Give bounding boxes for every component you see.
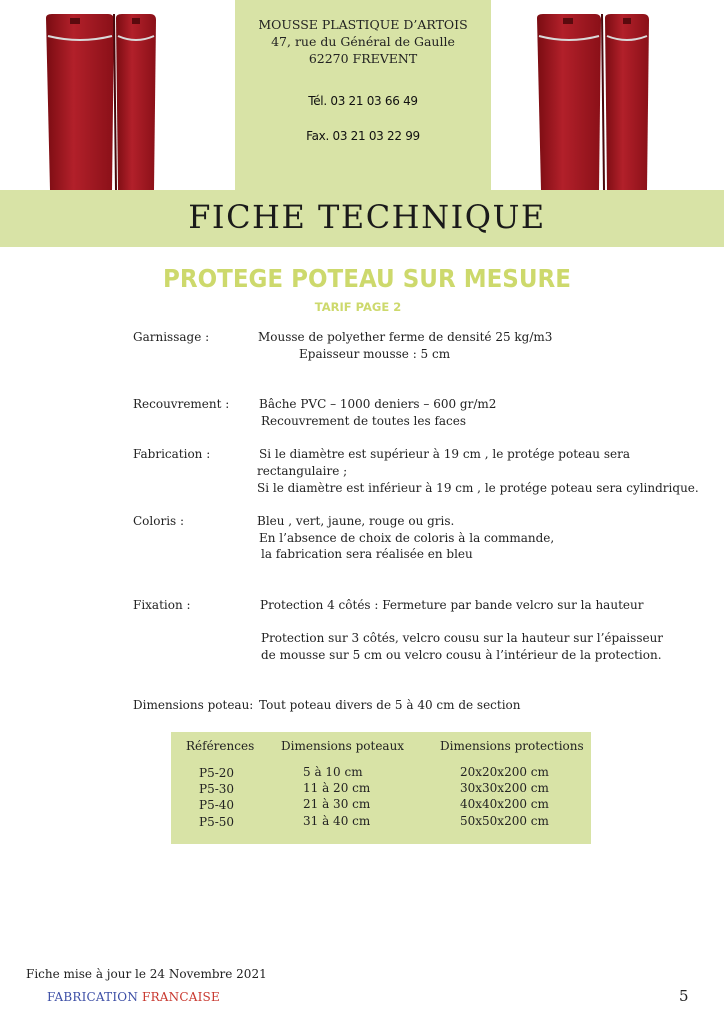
product-photo-right xyxy=(533,14,649,190)
page-number: 5 xyxy=(679,987,689,1005)
table-cell-protection: 50x50x200 cm xyxy=(460,814,549,828)
table-cell-poteau: 21 à 30 cm xyxy=(303,797,371,811)
company-phone: Tél. 03 21 03 66 49 xyxy=(308,94,418,108)
coloris-line-2: En l’absence de choix de coloris à la commande, xyxy=(259,531,555,545)
table-cell-protection: 30x30x200 cm xyxy=(460,781,549,795)
table-cell-poteau: 11 à 20 cm xyxy=(303,781,371,795)
fabrication-label: Fabrication : xyxy=(133,447,211,461)
fabrication-line-2: rectangulaire ; xyxy=(257,464,348,478)
table-cell-protection: 20x20x200 cm xyxy=(460,765,549,779)
garnissage-line-1: Mousse de polyether ferme de densité 25 kg/m3 xyxy=(258,330,553,344)
company-street: 47, rue du Général de Gaulle xyxy=(271,34,455,49)
coloris-line-3: la fabrication sera réalisée en bleu xyxy=(261,547,473,561)
reference-table xyxy=(171,732,591,844)
recouvrement-line-1: Bâche PVC – 1000 deniers – 600 gr/m2 xyxy=(259,397,497,411)
company-address xyxy=(235,16,491,67)
table-cell-protection: 40x40x200 cm xyxy=(460,797,549,811)
coloris-line-1: Bleu , vert, jaune, rouge ou gris. xyxy=(257,514,455,528)
company-header xyxy=(235,0,491,192)
fabrication-line-3: Si le diamètre est inférieur à 19 cm , le protége poteau sera cylindrique. xyxy=(257,481,699,495)
fabrication-word: FABRICATION xyxy=(47,990,139,1004)
coloris-label: Coloris : xyxy=(133,514,185,528)
recouvrement-line-2: Recouvrement de toutes les faces xyxy=(261,414,467,428)
product-photo-left xyxy=(40,14,156,190)
title-band xyxy=(0,190,724,247)
dimensions-label: Dimensions poteau: xyxy=(133,698,254,712)
fabrication-francaise xyxy=(47,990,220,1004)
table-cell-ref: P5-40 xyxy=(199,798,235,812)
table-cell-ref: P5-30 xyxy=(199,782,235,796)
table-header-dimensions-protections: Dimensions protections xyxy=(440,739,584,753)
table-cell-ref: P5-20 xyxy=(199,766,235,780)
fixation-label: Fixation : xyxy=(133,598,191,612)
table-cell-poteau: 5 à 10 cm xyxy=(303,765,363,779)
table-cell-poteau: 31 à 40 cm xyxy=(303,814,371,828)
fixation-line-3: de mousse sur 5 cm ou velcro cousu à l’intérieur de la protection. xyxy=(261,648,662,662)
table-header-references: Références xyxy=(186,739,255,753)
product-title: PROTEGE POTEAU SUR MESURE xyxy=(163,264,571,293)
company-name: MOUSSE PLASTIQUE D’ARTOIS xyxy=(258,17,468,32)
table-cell-ref: P5-50 xyxy=(199,815,235,829)
francaise-word: FRANCAISE xyxy=(142,990,220,1004)
fixation-line-1: Protection 4 côtés : Fermeture par bande velcro sur la hauteur xyxy=(260,598,644,612)
company-fax: Fax. 03 21 03 22 99 xyxy=(306,129,420,143)
company-city: 62270 FREVENT xyxy=(308,51,418,66)
update-date: Fiche mise à jour le 24 Novembre 2021 xyxy=(26,967,267,981)
tarif-reference: TARIF PAGE 2 xyxy=(314,300,402,314)
fixation-line-2: Protection sur 3 côtés, velcro cousu sur la hauteur sur l’épaisseur xyxy=(261,631,664,645)
fabrication-line-1: Si le diamètre est supérieur à 19 cm , le protége poteau sera xyxy=(259,447,630,461)
table-header-dimensions-poteaux: Dimensions poteaux xyxy=(281,739,405,753)
dimensions-value: Tout poteau divers de 5 à 40 cm de section xyxy=(259,698,521,712)
page-title: FICHE TECHNIQUE xyxy=(188,198,546,236)
recouvrement-label: Recouvrement : xyxy=(133,397,230,411)
garnissage-label: Garnissage : xyxy=(133,330,210,344)
garnissage-line-2: Epaisseur mousse : 5 cm xyxy=(299,347,451,361)
